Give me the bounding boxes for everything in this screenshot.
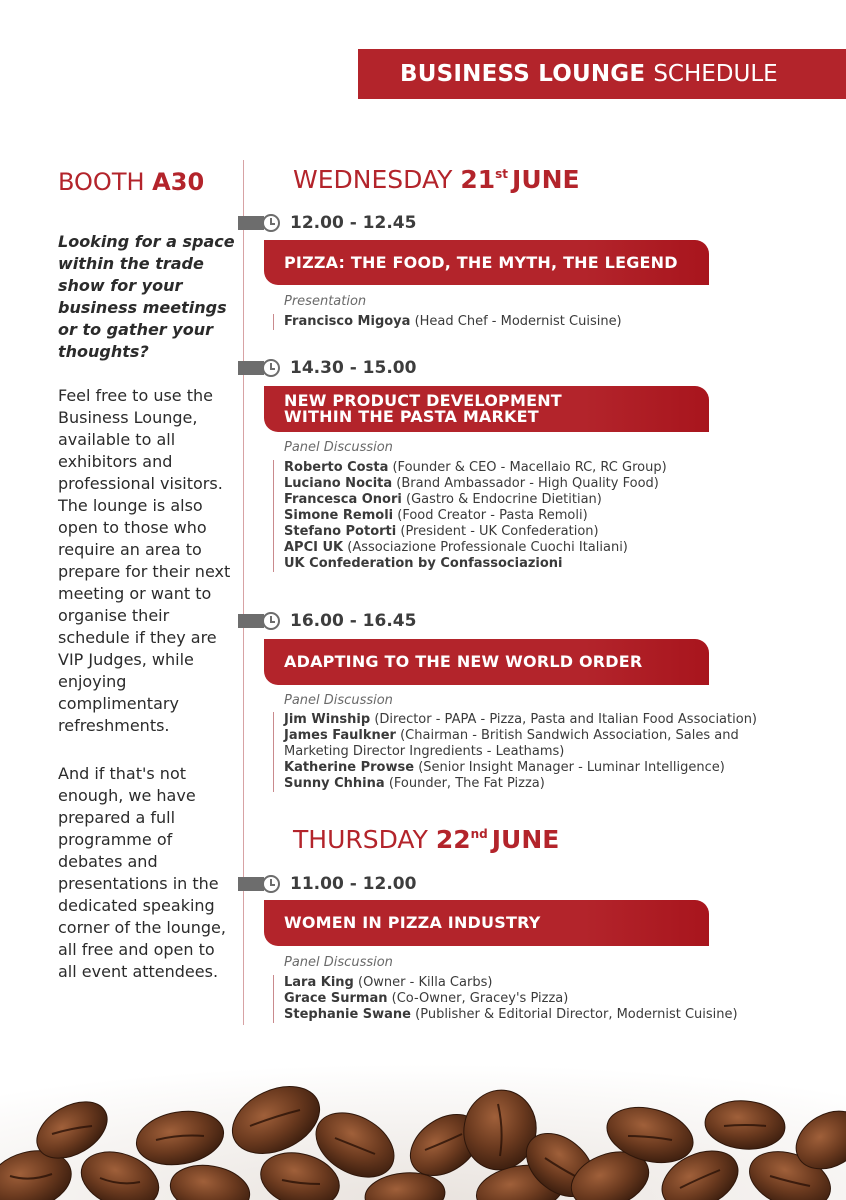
speaker-name: Grace Surman	[284, 991, 388, 1006]
speaker-name: Katherine Prowse	[284, 760, 415, 775]
speaker-name: James Faulkner	[284, 728, 396, 743]
speaker-name: Francisco Migoya	[284, 314, 411, 329]
speaker-role: (Director - PAPA - Pizza, Pasta and Italian Food Association)	[374, 712, 757, 727]
day-weekday: WEDNESDAY	[293, 165, 453, 194]
session-time: 14.30 - 15.00	[290, 358, 417, 378]
speaker-item	[284, 314, 773, 330]
speaker-role: (President - UK Confederation)	[400, 524, 599, 539]
speaker-role: (Brand Ambassador - High Quality Food)	[396, 476, 659, 491]
day-heading-wednesday	[293, 165, 580, 194]
speaker-role: (Gastro & Endocrine Dietitian)	[406, 492, 602, 507]
speaker-item-continuation	[284, 744, 773, 760]
day-month: JUNE	[512, 165, 580, 194]
speaker-list	[273, 460, 773, 572]
speaker-item	[284, 776, 773, 792]
speaker-name: Stefano Potorti	[284, 524, 397, 539]
speaker-role: (Chairman - British Sandwich Association, Sales and	[400, 728, 739, 743]
speaker-name: Sunny Chhina	[284, 776, 385, 791]
speaker-item	[284, 524, 773, 540]
session-type: Panel Discussion	[284, 440, 393, 455]
speaker-name: Jim Winship	[284, 712, 371, 727]
day-date: 21	[460, 165, 496, 194]
day-date-suffix: nd	[470, 827, 488, 841]
booth-heading	[58, 168, 204, 196]
speaker-item	[284, 760, 773, 776]
speaker-item	[284, 728, 773, 744]
speaker-role: (Founder, The Fat Pizza)	[388, 776, 545, 791]
speaker-list	[273, 975, 773, 1023]
session-type: Presentation	[284, 294, 367, 309]
speaker-item	[284, 476, 773, 492]
session-time-row	[238, 358, 416, 378]
day-date-suffix: st	[495, 167, 509, 181]
session-title-banner	[264, 240, 709, 285]
session-type: Panel Discussion	[284, 955, 393, 970]
speaker-item	[284, 556, 773, 572]
day-weekday: THURSDAY	[293, 825, 428, 854]
session-time: 11.00 - 12.00	[290, 874, 417, 894]
day-date: 22	[435, 825, 471, 854]
speaker-role: (Senior Insight Manager - Luminar Intelligence)	[418, 760, 725, 775]
speaker-item	[284, 540, 773, 556]
session-title-banner	[264, 900, 709, 946]
session-time-row	[238, 213, 416, 233]
time-bar	[238, 361, 264, 375]
speaker-name: Roberto Costa	[284, 460, 389, 475]
session-title-line-1: NEW PRODUCT DEVELOPMENT	[284, 391, 562, 410]
speaker-list	[273, 712, 773, 792]
speaker-role: (Head Chef - Modernist Cuisine)	[414, 314, 622, 329]
speaker-role: (Co-Owner, Gracey's Pizza)	[391, 991, 569, 1006]
day-heading-thursday	[293, 825, 559, 854]
timeline-divider	[243, 160, 244, 1025]
speaker-item	[284, 1007, 773, 1023]
speaker-name: APCI UK	[284, 540, 344, 555]
speaker-role: (Founder & CEO - Macellaio RC, RC Group)	[392, 460, 667, 475]
session-time: 16.00 - 16.45	[290, 611, 417, 631]
speaker-role: (Owner - Killa Carbs)	[358, 975, 493, 990]
speaker-item	[284, 508, 773, 524]
intro-paragraph-2: And if that's not enough, we have prepared a full programme of debates and presentations in the dedicated speaking corner of the lounge, all free and open to all event attendees.	[58, 764, 226, 981]
speaker-name: Francesca Onori	[284, 492, 402, 507]
speaker-name: Stephanie Swane	[284, 1007, 411, 1022]
speaker-name: Lara King	[284, 975, 354, 990]
speaker-name: Luciano Nocita	[284, 476, 393, 491]
session-time: 12.00 - 12.45	[290, 213, 417, 233]
clock-icon	[262, 612, 280, 630]
day-month: JUNE	[491, 825, 560, 854]
speaker-name: Simone Remoli	[284, 508, 394, 523]
session-time-row	[238, 611, 416, 631]
session-title-banner	[264, 639, 709, 685]
header-title-bold: BUSINESS LOUNGE	[400, 61, 646, 87]
clock-icon	[262, 875, 280, 893]
booth-code: A30	[152, 168, 205, 196]
booth-label: BOOTH	[58, 168, 145, 196]
speaker-role: (Publisher & Editorial Director, Modernist Cuisine)	[415, 1007, 738, 1022]
clock-icon	[262, 214, 280, 232]
session-title: PIZZA: THE FOOD, THE MYTH, THE LEGEND	[284, 252, 678, 272]
time-bar	[238, 216, 264, 230]
clock-icon	[262, 359, 280, 377]
speaker-item	[284, 492, 773, 508]
speaker-item	[284, 712, 773, 728]
time-bar	[238, 877, 264, 891]
speaker-role: (Associazione Professionale Cuochi Italiani)	[347, 540, 628, 555]
speaker-list	[273, 314, 773, 330]
speaker-item	[284, 991, 773, 1007]
speaker-item	[284, 975, 773, 991]
session-time-row	[238, 874, 416, 894]
session-type: Panel Discussion	[284, 693, 393, 708]
speaker-item	[284, 460, 773, 476]
header-banner	[358, 49, 846, 99]
session-title: WOMEN IN PIZZA INDUSTRY	[284, 913, 541, 932]
header-title-light: SCHEDULE	[653, 61, 778, 87]
coffee-beans-image	[0, 1030, 846, 1200]
intro-question: Looking for a space within the trade show for your business meetings or to gather your thoughts?	[58, 232, 235, 361]
session-title: ADAPTING TO THE NEW WORLD ORDER	[284, 652, 643, 671]
intro-paragraph-1: Feel free to use the Business Lounge, available to all exhibitors and professional visitors. The lounge is also open to those who require an area to prepare for their next meeting or want to organise their schedule if they are VIP Judges, while enjoying complimentary refreshments.	[58, 386, 231, 735]
time-bar	[238, 614, 264, 628]
speaker-name: UK Confederation by Confassociazioni	[284, 556, 563, 571]
speaker-role: (Food Creator - Pasta Remoli)	[397, 508, 588, 523]
session-title-banner	[264, 386, 709, 432]
speaker-role: Marketing Director Ingredients - Leathams)	[284, 744, 565, 759]
session-title-line-2: WITHIN THE PASTA MARKET	[284, 407, 539, 426]
